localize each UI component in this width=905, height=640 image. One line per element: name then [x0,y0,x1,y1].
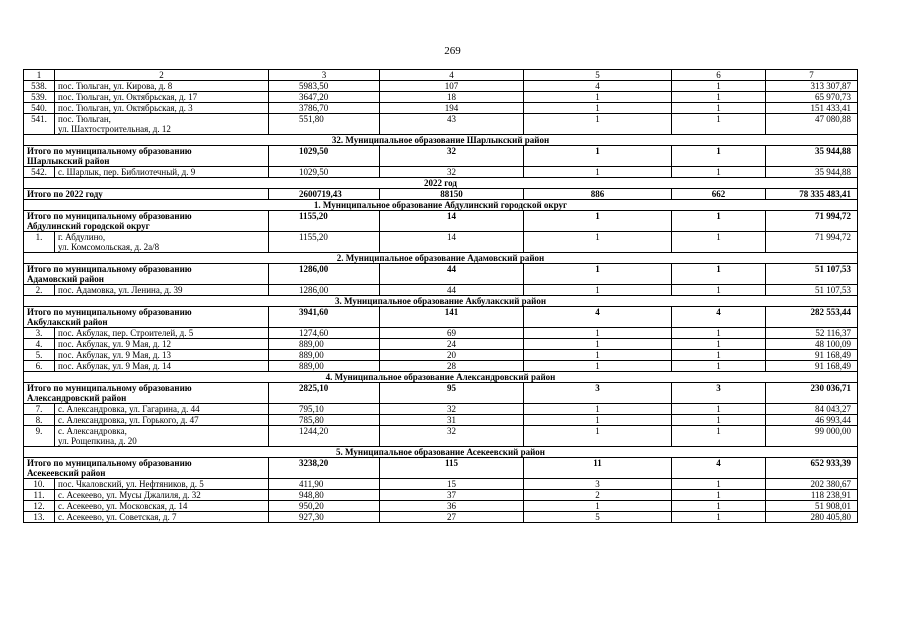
total-row [24,189,858,200]
total-name-line: Итого по муниципальному образованию [27,264,192,274]
section-title: 5. Муниципальное образование Асекеевский район [24,447,858,458]
count-value: 1 [672,328,766,339]
area-value: 889,00 [269,339,380,350]
residents-count: 69 [380,328,524,339]
row-number: 8. [24,415,55,426]
area-value: 1286,00 [269,264,380,285]
table-row [24,501,858,512]
count-value: 5 [524,512,672,523]
section-title: 2022 год [24,178,858,189]
area-value: 1029,50 [269,167,380,178]
table-row [24,404,858,415]
address [55,232,269,253]
row-number: 7. [24,404,55,415]
row-number: 538. [24,81,55,92]
address: пос. Тюльган, ул. Кирова, д. 8 [55,81,269,92]
section-header-row [24,253,858,264]
table-row [24,81,858,92]
cost-value: 47 080,88 [766,114,858,135]
cost-value: 99 000,00 [766,426,858,447]
address: пос. Чкаловский, ул. Нефтяников, д. 5 [55,479,269,490]
address: пос. Акбулак, ул. 9 Мая, д. 14 [55,361,269,372]
total-name-line: Итого по муниципальному образованию [27,211,192,221]
total-name-line: Итого по муниципальному образованию [27,383,192,393]
cost-value: 78 335 483,41 [766,189,858,200]
total-name: Итого по 2022 году [24,189,269,200]
table-row [24,479,858,490]
row-number: 2. [24,285,55,296]
area-value: 950,20 [269,501,380,512]
area-value: 3941,60 [269,307,380,328]
count-value: 1 [524,264,672,285]
count-value: 1 [524,92,672,103]
address: пос. Адамовка, ул. Ленина, д. 39 [55,285,269,296]
section-header-row [24,447,858,458]
residents-count: 20 [380,350,524,361]
count-value: 3 [524,383,672,404]
residents-count: 32 [380,146,524,167]
section-header-row [24,135,858,146]
section-header-row [24,296,858,307]
address-line: ул. Рощепкина, д. 20 [58,436,137,446]
count-value: 1 [672,512,766,523]
header-cell: 6 [672,70,766,81]
count-value: 1 [672,490,766,501]
row-number: 5. [24,350,55,361]
total-row [24,307,858,328]
count-value: 4 [524,307,672,328]
total-name-line: Адамовский район [27,274,104,284]
table-row [24,103,858,114]
cost-value: 118 238,91 [766,490,858,501]
count-value: 3 [672,383,766,404]
total-name [24,264,269,285]
cost-value: 51 908,01 [766,501,858,512]
total-name [24,146,269,167]
cost-value: 84 043,27 [766,404,858,415]
page-number: 269 [444,45,461,57]
total-name-line: Итого по муниципальному образованию [27,307,192,317]
residents-count: 43 [380,114,524,135]
area-value: 1274,60 [269,328,380,339]
section-header-row [24,200,858,211]
total-name-line: Акбулакский район [27,317,108,327]
section-title: 3. Муниципальное образование Акбулакский район [24,296,858,307]
cost-value: 71 994,72 [766,211,858,232]
cost-value: 313 307,87 [766,81,858,92]
cost-value: 48 100,09 [766,339,858,350]
count-value: 1 [672,81,766,92]
total-name-line: Асекеевский район [27,468,106,478]
table-row [24,328,858,339]
total-name-line: Итого по муниципальному образованию [27,146,192,156]
area-value: 1244,20 [269,426,380,447]
area-value: 411,90 [269,479,380,490]
area-value: 927,30 [269,512,380,523]
area-value: 3786,70 [269,103,380,114]
residents-count: 95 [380,383,524,404]
total-name [24,307,269,328]
count-value: 4 [524,81,672,92]
residents-count: 88150 [380,189,524,200]
cost-value: 65 970,73 [766,92,858,103]
cost-value: 35 944,88 [766,146,858,167]
address: с. Александровка, ул. Горького, д. 47 [55,415,269,426]
count-value: 3 [524,479,672,490]
table-row [24,415,858,426]
count-value: 1 [672,264,766,285]
cost-value: 282 553,44 [766,307,858,328]
address [55,114,269,135]
area-value: 889,00 [269,350,380,361]
area-value: 1155,20 [269,211,380,232]
count-value: 1 [524,211,672,232]
count-value: 1 [524,415,672,426]
cost-value: 151 433,41 [766,103,858,114]
count-value: 1 [524,285,672,296]
address: пос. Акбулак, ул. 9 Мая, д. 13 [55,350,269,361]
address-line: пос. Тюльган, [58,114,111,124]
cost-value: 52 116,37 [766,328,858,339]
header-cell: 2 [55,70,269,81]
area-value: 3238,20 [269,458,380,479]
count-value: 11 [524,458,672,479]
table-body [24,70,858,523]
area-value: 1286,00 [269,285,380,296]
table-row [24,490,858,501]
total-row [24,146,858,167]
section-header-row [24,178,858,189]
count-value: 662 [672,189,766,200]
count-value: 4 [672,307,766,328]
count-value: 1 [524,501,672,512]
area-value: 3647,20 [269,92,380,103]
count-value: 1 [672,211,766,232]
count-value: 1 [672,501,766,512]
total-name [24,458,269,479]
count-value: 1 [524,339,672,350]
count-value: 1 [524,167,672,178]
row-number: 11. [24,490,55,501]
cost-value: 35 944,88 [766,167,858,178]
residents-count: 37 [380,490,524,501]
address: пос. Акбулак, пер. Строителей, д. 5 [55,328,269,339]
header-cell: 3 [269,70,380,81]
header-cell: 4 [380,70,524,81]
row-number: 1. [24,232,55,253]
area-value: 5983,50 [269,81,380,92]
area-value: 1029,50 [269,146,380,167]
cost-value: 280 405,80 [766,512,858,523]
total-name-line: Абдулинский городской округ [27,221,150,231]
row-number: 540. [24,103,55,114]
address [55,426,269,447]
header-cell: 5 [524,70,672,81]
count-value: 1 [524,328,672,339]
row-number: 10. [24,479,55,490]
row-number: 541. [24,114,55,135]
row-number: 9. [24,426,55,447]
count-value: 1 [672,114,766,135]
residents-count: 18 [380,92,524,103]
table-row [24,426,858,447]
residents-count: 44 [380,285,524,296]
section-title: 2. Муниципальное образование Адамовский район [24,253,858,264]
area-value: 2825,10 [269,383,380,404]
address-line: ул. Комсомольская, д. 2а/8 [58,242,160,252]
residents-count: 32 [380,167,524,178]
cost-value: 51 107,53 [766,285,858,296]
address-line: с. Александровка, [58,426,127,436]
row-number: 3. [24,328,55,339]
cost-value: 652 933,39 [766,458,858,479]
table-row [24,350,858,361]
residents-count: 27 [380,512,524,523]
area-value: 889,00 [269,361,380,372]
residents-count: 32 [380,426,524,447]
area-value: 551,80 [269,114,380,135]
count-value: 1 [524,103,672,114]
cost-value: 46 993,44 [766,415,858,426]
table-header-row [24,70,858,81]
table-row [24,232,858,253]
count-value: 1 [672,146,766,167]
address: пос. Тюльган, ул. Октябрьская, д. 17 [55,92,269,103]
section-title: 1. Муниципальное образование Абдулинский городской округ [24,200,858,211]
table-row [24,285,858,296]
residents-count: 36 [380,501,524,512]
address: пос. Акбулак, ул. 9 Мая, д. 12 [55,339,269,350]
residents-count: 115 [380,458,524,479]
row-number: 539. [24,92,55,103]
table-row [24,167,858,178]
count-value: 1 [672,404,766,415]
housing-repair-table [23,69,858,523]
total-row [24,211,858,232]
address: с. Шарлык, пер. Библиотечный, д. 9 [55,167,269,178]
table-row [24,361,858,372]
cost-value: 71 994,72 [766,232,858,253]
area-value: 1155,20 [269,232,380,253]
address-line: г. Абдулино, [58,232,106,242]
total-row [24,264,858,285]
section-title: 4. Муниципальное образование Александровский район [24,372,858,383]
count-value: 1 [524,404,672,415]
residents-count: 141 [380,307,524,328]
residents-count: 24 [380,339,524,350]
header-cell: 1 [24,70,55,81]
address: пос. Тюльган, ул. Октябрьская, д. 3 [55,103,269,114]
count-value: 1 [524,146,672,167]
count-value: 1 [672,361,766,372]
count-value: 1 [672,285,766,296]
residents-count: 32 [380,404,524,415]
row-number: 13. [24,512,55,523]
address: с. Александровка, ул. Гагарина, д. 44 [55,404,269,415]
count-value: 1 [672,167,766,178]
cost-value: 230 036,71 [766,383,858,404]
residents-count: 14 [380,232,524,253]
count-value: 1 [672,103,766,114]
area-value: 795,10 [269,404,380,415]
section-header-row [24,372,858,383]
table-row [24,512,858,523]
address-line: ул. Шахтостроительная, д. 12 [58,124,171,134]
cost-value: 91 168,49 [766,350,858,361]
count-value: 1 [672,479,766,490]
cost-value: 91 168,49 [766,361,858,372]
area-value: 785,80 [269,415,380,426]
count-value: 1 [672,339,766,350]
total-name-line: Итого по муниципальному образованию [27,458,192,468]
table-row [24,114,858,135]
cost-value: 202 380,67 [766,479,858,490]
section-title: 32. Муниципальное образование Шарлыкский район [24,135,858,146]
residents-count: 44 [380,264,524,285]
residents-count: 15 [380,479,524,490]
row-number: 12. [24,501,55,512]
total-name-line: Шарлыкский район [27,156,110,166]
count-value: 886 [524,189,672,200]
total-name [24,211,269,232]
total-row [24,383,858,404]
address: с. Асекеево, ул. Мусы Джалиля, д. 32 [55,490,269,501]
residents-count: 194 [380,103,524,114]
table-row [24,339,858,350]
count-value: 1 [672,350,766,361]
count-value: 1 [672,232,766,253]
count-value: 2 [524,490,672,501]
total-name [24,383,269,404]
count-value: 1 [524,114,672,135]
address: с. Асекеево, ул. Советская, д. 7 [55,512,269,523]
count-value: 1 [524,350,672,361]
count-value: 1 [672,92,766,103]
header-cell: 7 [766,70,858,81]
count-value: 1 [672,415,766,426]
count-value: 1 [524,426,672,447]
count-value: 1 [524,232,672,253]
cost-value: 51 107,53 [766,264,858,285]
table-row [24,92,858,103]
area-value: 2600719,43 [269,189,380,200]
address: с. Асекеево, ул. Московская, д. 14 [55,501,269,512]
total-name-line: Александровский район [27,393,127,403]
count-value: 1 [524,361,672,372]
residents-count: 28 [380,361,524,372]
residents-count: 14 [380,211,524,232]
count-value: 1 [672,426,766,447]
row-number: 542. [24,167,55,178]
total-row [24,458,858,479]
count-value: 4 [672,458,766,479]
area-value: 948,80 [269,490,380,501]
residents-count: 31 [380,415,524,426]
row-number: 6. [24,361,55,372]
residents-count: 107 [380,81,524,92]
row-number: 4. [24,339,55,350]
